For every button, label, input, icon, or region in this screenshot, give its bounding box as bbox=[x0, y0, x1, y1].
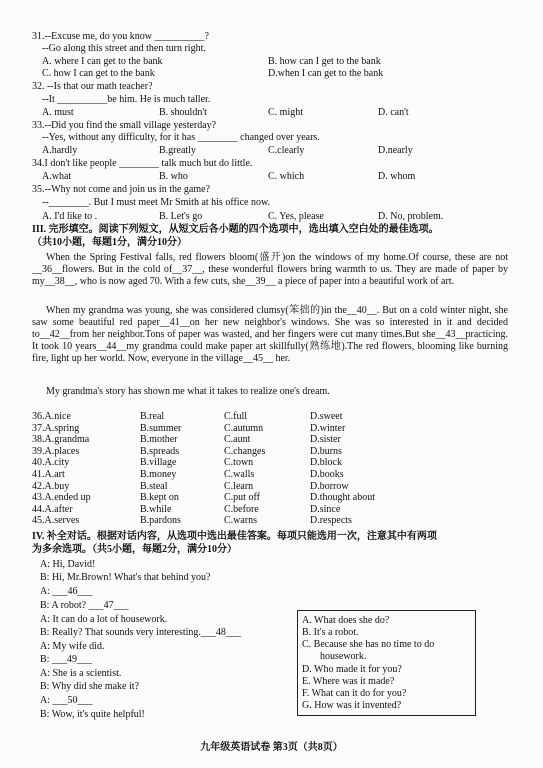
cloze-option-row bbox=[32, 492, 432, 504]
option-a: 44.A.after bbox=[32, 503, 73, 515]
option-c: C.warns bbox=[224, 515, 258, 527]
option-b: B.kept on bbox=[140, 492, 179, 504]
q35-option-d: D. No, problem. bbox=[378, 211, 444, 222]
cloze-option-row bbox=[32, 457, 432, 469]
dialogue-line: B: Why did she make it? bbox=[40, 681, 139, 692]
dialogue-line: B: Hi, Mr.Brown! What's that behind you? bbox=[40, 572, 211, 583]
cloze-passage bbox=[32, 252, 508, 288]
dialogue-line: A: It can do a lot of housework. bbox=[40, 614, 168, 625]
option-a: 42.A.buy bbox=[32, 480, 70, 492]
dialogue-line: B: Really? That sounds very interesting.___48___ bbox=[40, 627, 241, 638]
q32-option-a: A. must bbox=[42, 107, 74, 118]
section4-heading-scoring: 为多余选项。（共5小题，每题2分，满分10分） bbox=[32, 544, 237, 555]
option-c: C.town bbox=[224, 457, 254, 469]
dialogue-line: A: My wife did. bbox=[40, 641, 105, 652]
cloze-option-row bbox=[32, 411, 432, 423]
option-b: B.steal bbox=[140, 480, 168, 492]
q35-option-c: C. Yes, please bbox=[268, 211, 324, 222]
cloze-passage-3 bbox=[32, 386, 508, 398]
q32-option-d: D. can't bbox=[378, 107, 409, 118]
dialogue-option-a: A. What does she do? bbox=[302, 615, 390, 626]
q31-answer-line: --Go along this street and then turn right. bbox=[42, 43, 206, 54]
option-c: C.learn bbox=[224, 480, 254, 492]
cloze-paragraph-3: My grandma's story has shown me what it takes to realize one's dream. bbox=[46, 386, 330, 397]
section4-heading: IV. 补全对话。根据对话内容，从选项中选出最佳答案。每项只能选用一次，注意其中有两项 bbox=[32, 531, 437, 542]
option-a: 37.A.spring bbox=[32, 422, 80, 434]
dialogue-line: A: Hi, David! bbox=[40, 559, 96, 570]
q32-option-c: C. might bbox=[268, 107, 304, 118]
dialogue-option-e: E. Where was it made? bbox=[302, 676, 395, 687]
q31-option-b: B. how can I get to the bank bbox=[268, 56, 381, 67]
option-a: 38.A.grandma bbox=[32, 434, 90, 446]
option-d: D.sweet bbox=[310, 411, 343, 422]
cloze-paragraph-2: When my grandma was young, she was considered clumsy(笨拙的)in the__40__. But on a cold winter night, she saw some beautiful red paper__41__on her new neighbor's windows. She was so interested in it and decided to__42__from her neighbor.Tons of paper was wasted, and her fingers were cut many times.But she__43__practicing. It took 10 years__44__my grandma could make paper art skillfully(熟练地).The red flowers, blooming like burning fire, light up her world. Now, everyone in the village__45__ her. bbox=[32, 305, 508, 364]
option-b: B.pardons bbox=[140, 515, 181, 527]
q33-option-d: D.nearly bbox=[378, 145, 413, 156]
q31-stem: 31.--Excuse me, do you know __________? bbox=[32, 31, 209, 42]
q35-option-b: B. Let's go bbox=[159, 211, 203, 222]
option-d: D.burns bbox=[310, 445, 342, 457]
cloze-option-row bbox=[32, 446, 432, 458]
option-c: C.autumn bbox=[224, 422, 264, 434]
dialogue-options-box bbox=[297, 610, 476, 716]
option-c: C.put off bbox=[224, 492, 260, 504]
q34-stem: 34.I don't like people ________ talk much but do little. bbox=[32, 158, 253, 169]
dialogue-line: B: ___49___ bbox=[40, 654, 92, 665]
q35-answer-line: --________. But I must meet Mr Smith at his office now. bbox=[42, 197, 271, 208]
option-c: C.walls bbox=[224, 468, 255, 480]
q32-stem: 32. --Is that our math teacher? bbox=[32, 81, 153, 92]
dialogue-option-c: C. Because she has no time to do bbox=[302, 639, 435, 650]
q34-option-b: B. who bbox=[159, 171, 188, 182]
option-b: B.while bbox=[140, 503, 172, 515]
q33-option-a: A.hardly bbox=[42, 145, 78, 156]
page-footer: 九年级英语试卷 第3页（共8页） bbox=[200, 742, 343, 753]
option-d: D.respects bbox=[310, 515, 352, 527]
option-a: 41.A.art bbox=[32, 468, 65, 480]
q31-option-a: A. where I can get to the bank bbox=[42, 56, 163, 67]
dialogue-option-g: G. How was it invented? bbox=[302, 700, 402, 711]
cloze-option-row bbox=[32, 469, 432, 481]
cloze-option-row bbox=[32, 504, 432, 516]
cloze-paragraph-1: When the Spring Festival falls, red flowers bloom(盛开)on the windows of my home.Of course, these are not __36__flowers. But in the cold of__37__, these wonderful flowers bring warmth to us. They are made of paper by my__38__, who is now aged 70. With a few cuts, she__39__ a piece of paper into a beautiful work of art. bbox=[32, 252, 508, 287]
option-b: B.spreads bbox=[140, 445, 180, 457]
option-b: B.summer bbox=[140, 422, 182, 434]
option-d: D.books bbox=[310, 468, 344, 480]
q33-option-b: B.greatly bbox=[159, 145, 196, 156]
cloze-options-grid bbox=[32, 411, 432, 527]
option-c: C.full bbox=[224, 411, 248, 422]
q33-option-c: C.clearly bbox=[268, 145, 305, 156]
q34-option-a: A.what bbox=[42, 171, 72, 182]
dialogue-line: B: A robot? ___47___ bbox=[40, 600, 129, 611]
option-a: 39.A.places bbox=[32, 445, 80, 457]
option-b: B.mother bbox=[140, 434, 178, 446]
option-c: C.changes bbox=[224, 445, 266, 457]
option-d: D.since bbox=[310, 503, 341, 515]
dialogue-option-b: B. It's a robot. bbox=[302, 627, 359, 638]
section3-heading: III. 完形填空。阅读下列短文，从短文后各小题的四个选项中，选出填入空白处的最佳选项。 bbox=[32, 224, 439, 235]
option-a: 45.A.serves bbox=[32, 515, 80, 527]
q35-option-a: A. I'd like to . bbox=[42, 211, 98, 222]
cloze-option-row bbox=[32, 434, 432, 446]
q31-option-c: C. how I can get to the bank bbox=[42, 68, 155, 79]
q33-stem: 33.--Did you find the small village yesterday? bbox=[32, 120, 217, 131]
cloze-option-row bbox=[32, 481, 432, 493]
cloze-passage-2 bbox=[32, 305, 508, 365]
option-c: C.before bbox=[224, 503, 259, 515]
option-b: B.real bbox=[140, 411, 165, 422]
q33-answer-line: --Yes, without any difficulty, for it has ________ changed over years. bbox=[42, 132, 320, 143]
dialogue-option-d: D. Who made it for you? bbox=[302, 664, 402, 675]
q34-option-d: D. whom bbox=[378, 171, 416, 182]
q31-option-d: D.when I can get to the bank bbox=[268, 68, 384, 79]
q32-answer-line: --It __________be him. He is much taller. bbox=[42, 94, 211, 105]
q35-stem: 35.--Why not come and join us in the game? bbox=[32, 184, 211, 195]
option-d: D.borrow bbox=[310, 480, 349, 492]
option-c: C.aunt bbox=[224, 434, 251, 446]
option-b: B.village bbox=[140, 457, 177, 469]
option-d: D.thought about bbox=[310, 492, 375, 504]
option-a: 36.A.nice bbox=[32, 411, 71, 422]
q32-option-b: B. shouldn't bbox=[159, 107, 207, 118]
dialogue-line: B: Wow, it's quite helpful! bbox=[40, 709, 145, 720]
dialogue-option-f: F. What can it do for you? bbox=[302, 688, 407, 699]
cloze-option-row bbox=[32, 515, 432, 527]
option-d: D.winter bbox=[310, 422, 346, 434]
dialogue-line: A: ___50___ bbox=[40, 695, 93, 706]
cloze-option-row bbox=[32, 423, 432, 435]
option-a: 43.A.ended up bbox=[32, 492, 91, 504]
dialogue-line: A: ___46___ bbox=[40, 586, 93, 597]
option-b: B.money bbox=[140, 468, 177, 480]
q34-option-c: C. which bbox=[268, 171, 305, 182]
option-d: D.sister bbox=[310, 434, 341, 446]
dialogue-option-c-continued: housework. bbox=[320, 651, 367, 662]
option-d: D.block bbox=[310, 457, 342, 469]
option-a: 40.A.city bbox=[32, 457, 70, 469]
dialogue-line: A: She is a scientist. bbox=[40, 668, 122, 679]
section3-heading-scoring: （共10小题，每题1分，满分10分） bbox=[32, 237, 187, 248]
